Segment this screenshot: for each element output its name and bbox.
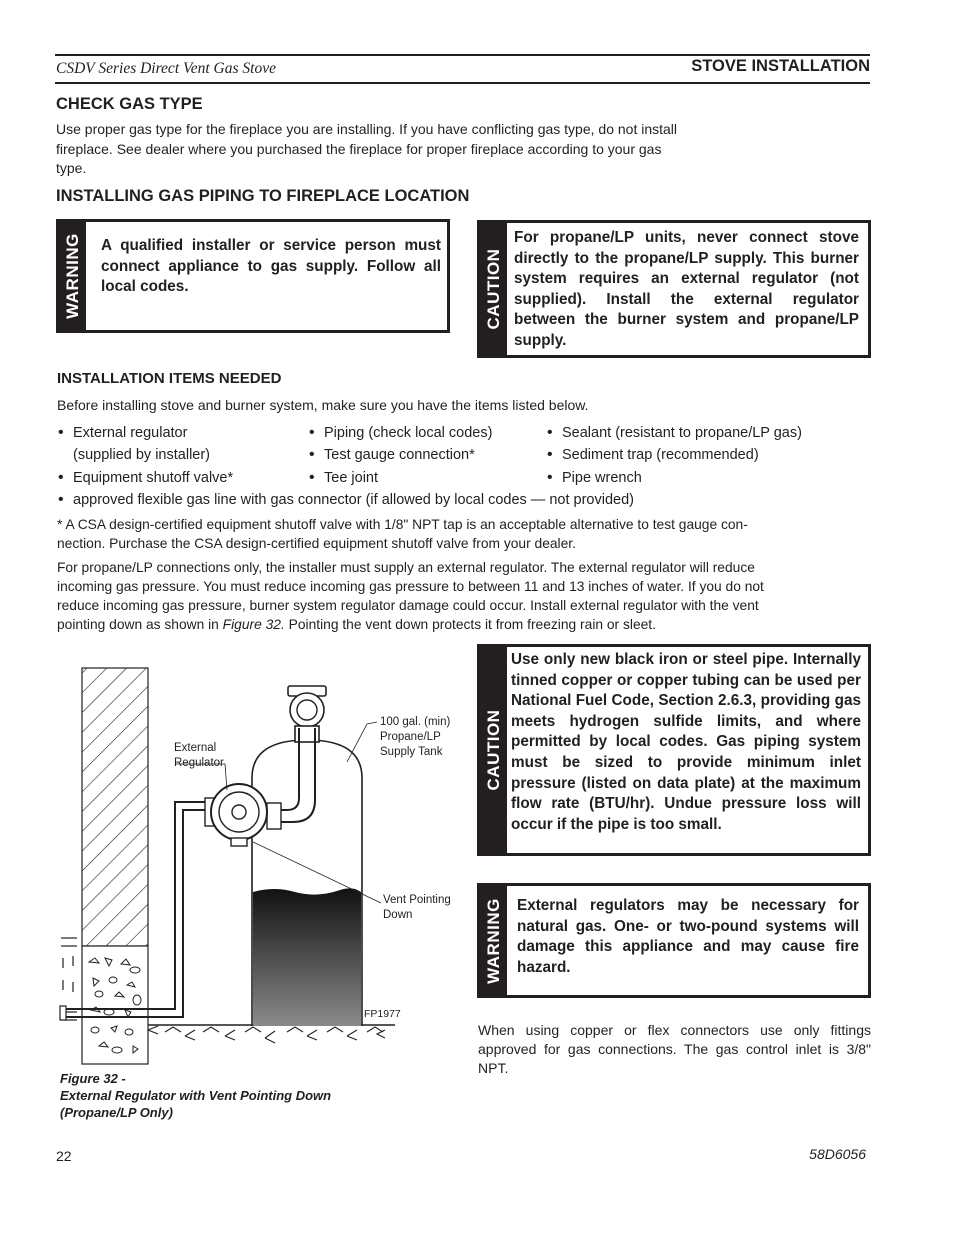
list-item: • External regulator: [58, 424, 188, 441]
caution-label-bar: CAUTION: [480, 223, 507, 355]
list-item: • Piping (check local codes): [309, 424, 493, 441]
gas-piping-heading: INSTALLING GAS PIPING TO FIREPLACE LOCATION: [56, 187, 470, 205]
caution-propane-text: For propane/LP units, never connect stove directly to the propane/LP supply. This burner system requires an external regulator (not supplied). Install the external regulator between the burner system and propane/LP supply.: [514, 229, 859, 349]
manual-title: CSDV Series Direct Vent Gas Stove: [56, 60, 276, 77]
figure-reference: Figure 32.: [222, 617, 285, 632]
propane-regulator-paragraph: For propane/LP connections only, the installer must supply an external regulator. The external regulator will reduce incoming gas pressure. You must reduce incoming gas pressure to between 11 and 13 inches of water. If you do not reduce incoming gas pressure, burner system regulator damage could occur. Install external regulator with the vent pointing down as shown in Figure 32. Pointing the vent down protects it from freezing rain or sleet.: [57, 560, 764, 632]
caution-label-bar: CAUTION: [480, 647, 507, 853]
check-gas-heading: CHECK GAS TYPE: [56, 95, 203, 113]
caution-pipe-text: Use only new black iron or steel pipe. Internally tinned copper or copper tubing can be used per National Fuel Code, Section 2.6.3, providing gas meets hydrogen sulfide limits, and where permitted by local codes. Gas piping system must be sized to provide minimum inlet pressure (listed on data plate) at the maximum flow rate (BTU/hr). Undue pressure loss will occur if the pipe is too small.: [511, 651, 861, 833]
list-item-flexible-line: • approved flexible gas line with gas connector (if allowed by local codes — not provided): [58, 491, 634, 508]
warning-natural-gas-text: External regulators may be necessary for natural gas. One- or two-pound systems will damage this appliance and may cause fire hazard.: [517, 897, 859, 976]
section-title: STOVE INSTALLATION: [691, 57, 870, 75]
figure-code: FP1977: [364, 1008, 401, 1020]
list-item: • Pipe wrench: [547, 469, 642, 486]
installation-items-intro: Before installing stove and burner system, make sure you have the items listed below.: [57, 397, 589, 413]
warning-box-natural-gas: [477, 883, 871, 998]
label-external-regulator: External Regulator: [174, 742, 224, 769]
page-number: 22: [56, 1148, 72, 1164]
list-item: • Equipment shutoff valve*: [58, 469, 234, 486]
label-vent-pointing-down: Vent Pointing Down: [383, 894, 451, 921]
list-item-continuation: (supplied by installer): [73, 447, 211, 463]
list-item: • Sealant (resistant to propane/LP gas): [547, 424, 802, 441]
shutoff-valve-footnote: * A CSA design-certified equipment shutoff valve with 1/8" NPT tap is an acceptable alternative to test gauge con- nection. Purchase the CSA design-certified equipment shutoff valve from your dealer.: [57, 517, 748, 551]
header-top-rule: [55, 54, 870, 56]
header-bottom-rule: [55, 82, 870, 84]
check-gas-paragraph: Use proper gas type for the fireplace you are installing. If you have conflicting gas type, do not install fireplace. See dealer where you purchased the fireplace for proper fireplace according to your gas type.: [56, 121, 678, 176]
caution-box-propane: [477, 220, 871, 358]
list-item: • Test gauge connection*: [309, 446, 475, 463]
installation-items-heading: INSTALLATION ITEMS NEEDED: [57, 370, 282, 387]
label-supply-tank: 100 gal. (min) Propane/LP Supply Tank: [380, 716, 451, 758]
pipe-end: [60, 1006, 66, 1020]
regulator-vent: [231, 838, 247, 846]
caution-box-pipe: [477, 644, 871, 856]
house-wall: [82, 668, 148, 946]
warning-label-bar: WARNING: [480, 886, 507, 995]
warning-box-installer: [56, 219, 450, 333]
warning-label-bar: WARNING: [59, 222, 86, 330]
list-item: • Tee joint: [309, 469, 379, 486]
warning-installer-text: A qualified installer or service person must connect appliance to gas supply. Follow all local codes.: [101, 237, 441, 296]
tank-liquid: [253, 888, 361, 1026]
copper-connector-note: When using copper or flex connectors use only fittings approved for gas connections. The gas control inlet is 3/8" NPT.: [478, 1022, 871, 1076]
list-item: • Sediment trap (recommended): [547, 446, 759, 463]
ground-texture: [148, 1026, 385, 1043]
document-number: 58D6056: [809, 1146, 866, 1162]
figure-32-caption: Figure 32 - External Regulator with Vent Pointing Down (Propane/LP Only): [60, 1071, 332, 1120]
